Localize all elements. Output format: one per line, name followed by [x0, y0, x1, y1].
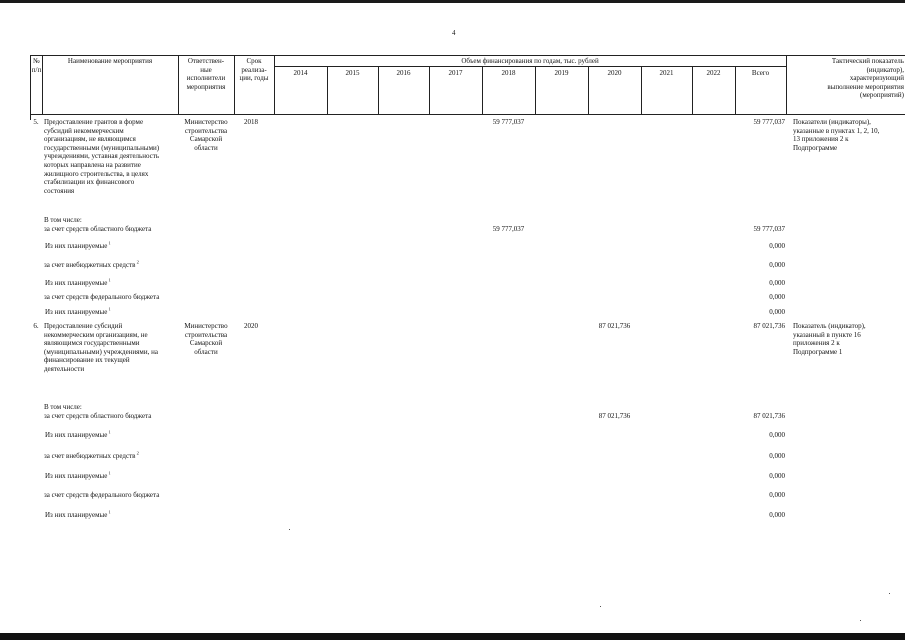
sub-row-total: 0,000	[769, 431, 785, 439]
header-year: 2022	[706, 69, 721, 77]
row-name: Предоставление грантов в форме субсидий некоммерческим организациям, не являющимся государственными (муниципальными) учреждениями, уставная деятельность которых направлена на развитие жилищного строительства, в целях стабилизации их финансового состояния	[44, 118, 160, 195]
header-year: 2018	[501, 69, 516, 77]
scan-top-edge	[0, 0, 905, 3]
row-number: 6.	[33, 322, 39, 330]
footnote-mark: 1	[107, 509, 111, 515]
header-year: 2016	[396, 69, 411, 77]
row-term: 2020	[244, 322, 258, 330]
row-number: 5.	[33, 118, 39, 126]
scan-speck	[289, 529, 290, 530]
sub-row-label-text: Из них планируемые	[45, 431, 108, 439]
sub-row-label-text: за счет внебюджетных средств	[44, 452, 136, 460]
row-indicator: Показатель (индикатор), указанный в пункте 16 приложения 2 к Подпрограмме 1	[793, 322, 866, 356]
footnote-mark: 1	[107, 240, 111, 246]
scan-speck	[860, 620, 861, 621]
sub-row-label-text: Из них планируемые	[45, 242, 108, 250]
sub-row-label	[44, 412, 151, 421]
header-years-rule	[274, 66, 786, 67]
header-top-rule	[30, 55, 905, 56]
sub-row-label	[44, 293, 159, 302]
sub-row-total: 0,000	[769, 242, 785, 250]
sub-row-total: 59 777,037	[753, 225, 785, 233]
header-year: 2021	[659, 69, 674, 77]
header-term: Срок реализа- ции, годы	[239, 57, 269, 83]
sub-row-label-text: Из них планируемые	[45, 308, 108, 316]
sub-row-label-text: Из них планируемые	[45, 279, 108, 287]
sub-row-label	[45, 242, 111, 251]
sub-row-label	[45, 431, 111, 440]
sub-row-label-text: за счет средств областного бюджета	[44, 225, 152, 233]
scan-bottom-edge	[0, 633, 905, 640]
header-year: 2019	[554, 69, 569, 77]
header-year: 2020	[607, 69, 622, 77]
row-name: Предоставление субсидий некоммерческим организациям, не являющимся государственными (муниципальными) учреждениями, на финансирование их текущей деятельности	[44, 322, 158, 373]
sub-row-total: 87 021,736	[753, 412, 785, 420]
header-name: Наименование мероприятия	[67, 57, 153, 65]
sub-row-total: 0,000	[769, 472, 785, 480]
row-total: 87 021,736	[753, 322, 785, 330]
header-total: Всего	[751, 69, 770, 77]
row-term: 2018	[244, 118, 258, 126]
sub-row-label	[44, 261, 139, 270]
in-that-label: В том числе:	[44, 403, 82, 411]
sub-row-label-text: за счет средств областного бюджета	[44, 412, 152, 420]
row-responsible: Министерство строительства Самарской области	[184, 322, 228, 356]
sub-row-total: 0,000	[769, 491, 785, 499]
scan-speck	[600, 606, 601, 607]
footnote-mark: 1	[107, 429, 111, 435]
sub-row-label-text: за счет внебюджетных средств	[44, 261, 136, 269]
sub-row-year-value: 59 777,037	[492, 225, 525, 233]
footnote-mark: 2	[135, 259, 139, 265]
sub-row-total: 0,000	[769, 293, 785, 301]
footnote-mark: 1	[107, 470, 111, 476]
sub-row-label	[44, 452, 139, 461]
header-bottom-rule	[30, 114, 905, 115]
header-year: 2015	[345, 69, 360, 77]
header-financing: Объем финансирования по годам, тыс. рублей	[461, 57, 599, 65]
row-total: 59 777,037	[753, 118, 785, 126]
sub-row-total: 0,000	[769, 308, 785, 316]
header-year: 2014	[293, 69, 308, 77]
sub-row-total: 0,000	[769, 452, 785, 460]
scan-speck	[889, 593, 890, 594]
header-indicator: Тактический показатель (индикатор), характеризующий выполнение мероприятия (мероприятий)	[827, 57, 904, 100]
footnote-mark: 1	[107, 306, 111, 312]
row-responsible: Министерство строительства Самарской области	[184, 118, 228, 152]
footnote-mark: 2	[135, 450, 139, 456]
sub-row-label	[44, 225, 151, 234]
sub-row-label-text: Из них планируемые	[45, 472, 108, 480]
in-that-label: В том числе:	[44, 216, 82, 224]
sub-row-total: 0,000	[769, 511, 785, 519]
row-indicator: Показатели (индикаторы), указанные в пунктах 1, 2, 10, 13 приложения 2 к Подпрограмме	[793, 118, 880, 152]
header-responsible: Ответствен- ные исполнители мероприятия	[186, 57, 226, 91]
sub-row-label-text: за счет средств федерального бюджета	[44, 293, 160, 301]
sub-row-label-text: Из них планируемые	[45, 511, 108, 519]
header-num: № п/п	[31, 57, 42, 74]
footnote-mark: 1	[107, 277, 111, 283]
sub-row-year-value: 87 021,736	[598, 412, 631, 420]
sub-row-label	[45, 279, 111, 288]
sub-row-label	[45, 511, 111, 520]
sub-row-label	[45, 308, 111, 317]
page-number: 4	[452, 29, 456, 37]
sub-row-label	[44, 491, 159, 500]
header-year: 2017	[448, 69, 463, 77]
sub-row-label	[45, 472, 111, 481]
sub-row-label-text: за счет средств федерального бюджета	[44, 491, 160, 499]
row-year-value: 59 777,037	[492, 118, 525, 126]
row-year-value: 87 021,736	[598, 322, 631, 330]
sub-row-total: 0,000	[769, 279, 785, 287]
sub-row-total: 0,000	[769, 261, 785, 269]
